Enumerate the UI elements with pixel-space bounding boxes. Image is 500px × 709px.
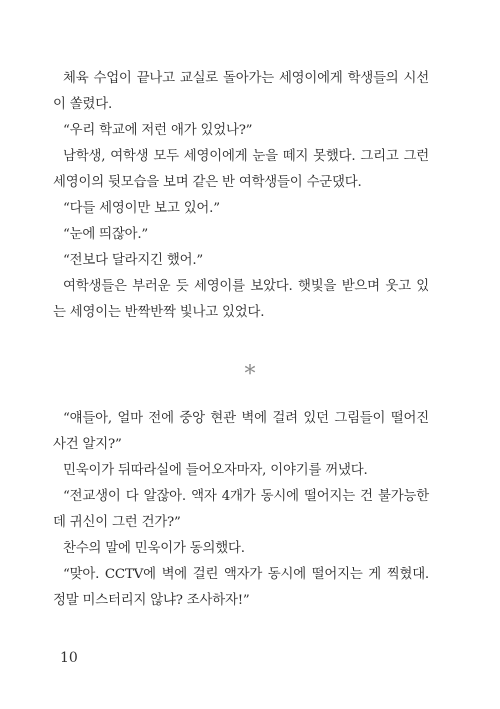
paragraph: “전교생이 다 알잖아. 액자 4개가 동시에 떨어지는 건 불가능한데 귀신이 그런 건가?” — [53, 489, 429, 530]
paragraph: “맞아. CCTV에 벽에 걸린 액자가 동시에 떨어지는 게 찍혔대. 정말 미스터리지 않냐? 조사하자!” — [53, 567, 429, 608]
paragraph: 남학생, 여학생 모두 세영이에게 눈을 떼지 못했다. 그리고 그런 세영이의 뒷모습을 보며 같은 반 여학생들이 수군댔다. — [53, 149, 429, 190]
paragraph: 여학생들은 부러운 듯 세영이를 보았다. 햇빛을 받으며 웃고 있는 세영이는 반짝반짝 빛나고 있었다. — [53, 279, 429, 320]
paragraph: 민욱이가 뒤따라실에 들어오자마자, 이야기를 꺼냈다. — [63, 463, 368, 478]
story-section-1 — [53, 66, 429, 326]
section-separator-asterisk: * — [244, 362, 256, 387]
story-section-2 — [53, 406, 429, 614]
paragraph: “다들 세영이만 보고 있어.” — [63, 201, 220, 216]
paragraph: “우리 학교에 저런 애가 있었나?” — [63, 123, 253, 138]
paragraph: 체육 수업이 끝나고 교실로 돌아가는 세영이에게 학생들의 시선이 쏠렸다. — [53, 71, 429, 112]
page-number: 10 — [60, 650, 78, 666]
paragraph: “얘들아, 얼마 전에 중앙 현관 벽에 걸려 있던 그림들이 떨어진 사건 알지?” — [53, 411, 429, 452]
paragraph: “전보다 달라지긴 했어.” — [63, 253, 204, 268]
paragraph: 찬수의 말에 민욱이가 동의했다. — [63, 541, 245, 556]
paragraph: “눈에 띄잖아.” — [63, 227, 149, 242]
